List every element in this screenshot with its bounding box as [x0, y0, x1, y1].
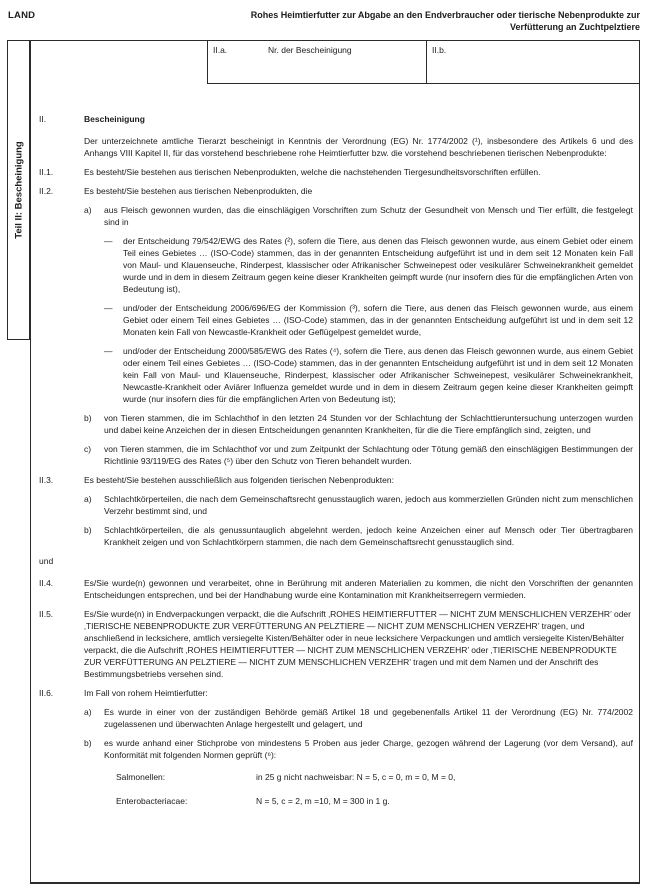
- dash-item-text: und/oder der Entscheidung 2006/696/EG der Kommission (³), sofern die Tiere, aus denen das Fleisch gewonnen wurde, aus einem Gebiet oder einem Teil eines Gebietes … (ISO-Code) stammen, das in der genannten Entscheidung aufgeführt ist und in dem seit 12 Monaten kein Fall von Newcastle-Krankheit oder Geflügelpest gemeldet wurde,: [123, 303, 633, 337]
- iia-label: II.a.: [213, 45, 228, 55]
- subclause-text: Es wurde in einer von der zuständigen Behörde gemäß Artikel 18 und gegebenenfalls Artikel 11 der Verordnung (EG) Nr. 774/2002 zugelassenen und überwachten Anlage hergestellt und gelagert, und: [104, 707, 633, 729]
- indent-spacer: [39, 795, 84, 807]
- clause-ii6: [39, 687, 633, 699]
- clause-ii5: [39, 608, 633, 680]
- clause-ii3-b: [39, 524, 633, 548]
- dash-bullet: —: [104, 346, 113, 356]
- dash-bullet: —: [104, 303, 113, 313]
- clause-ii2: [39, 185, 633, 197]
- clause-ii6-b: [39, 737, 633, 761]
- indent-spacer: [39, 443, 84, 467]
- subclause-letter: b): [84, 738, 92, 748]
- indent-spacer: [39, 135, 84, 159]
- test-name: Salmonellen:: [116, 772, 166, 782]
- test-name: Enterobacteriacae:: [116, 796, 188, 806]
- subclause-text: Schlachtkörperteilen, die als genussuntauglich abgelehnt werden, jedoch keine Anzeichen einer auf Mensch oder Tier übertragbaren Krankheit zeigen und von Schlachtkörpern stammen, die nach dem Gemeinschaftsrecht genusstauglich sind.: [104, 525, 633, 547]
- clause-ii2-c: [39, 443, 633, 467]
- dash-item-text: und/oder der Entscheidung 2000/585/EWG des Rates (⁴), sofern die Tiere, aus denen das Fleisch gewonnen wurde, aus einem Gebiet oder einem Teil eines Gebietes … (ISO-Code) stammen, das in der genannten Entscheidung aufgeführt ist und in dem seit 12 Monaten kein Fall von Maul- und Klauenseuche, Rinderpest, klassischer oder Afrikanischer Schweinepest, vesikulärer Schweinekrankheit, Newcastle-Krankheit oder Aviärer Influenza gemeldet wurde und in dem in diesem Zeitraum gegen keine dieser Krankheiten geimpft wurde (nur insofern dies für die empfänglichen Arten von Bedeutung ist);: [123, 346, 633, 404]
- document-title-line1: Rohes Heimtierfutter zur Abgabe an den Endverbraucher oder tierische Nebenprodukte zur: [250, 10, 640, 20]
- subclause-text: aus Fleisch gewonnen wurden, das die einschlägigen Vorschriften zum Schutz der Gesundheit von Mensch und Tier erfüllt, die festgelegt sind in: [104, 205, 633, 227]
- indent-spacer: [39, 706, 84, 730]
- clause-ii3: [39, 474, 633, 486]
- test-value: N = 5, c = 2, m =10, M = 300 in 1 g.: [256, 796, 390, 806]
- subclause-letter: a): [84, 494, 92, 504]
- indent-spacer: [84, 235, 104, 295]
- section-ii-heading: [39, 113, 633, 125]
- clause-ii1: [39, 166, 633, 178]
- indent-spacer: [39, 412, 84, 436]
- clause-text: Es besteht/Sie bestehen aus tierischen Nebenprodukten, die: [84, 186, 313, 196]
- clause-ii2-a-dash3: [39, 345, 633, 405]
- clause-number: II.3.: [39, 475, 54, 485]
- indent-spacer: [39, 302, 84, 338]
- subclause-text: von Tieren stammen, die im Schlachthof vor und zum Zeitpunkt der Schlachtung oder Tötung gemäß den einschlägigen Bestimmungen der Richtlinie 93/119/EG des Rates (⁵) über den Schutz von Tieren behandelt wurden.: [104, 444, 633, 466]
- clause-ii2-a-dash1: [39, 235, 633, 295]
- land-label: LAND: [8, 10, 36, 21]
- document-title-line2: Verfütterung an Zuchtpelztiere: [509, 21, 640, 32]
- indent-spacer: [39, 235, 84, 295]
- subclause-letter: a): [84, 707, 92, 717]
- clause-text: Es besteht/Sie bestehen aus tierischen Nebenprodukten, welche die nachstehenden Tiergesundheitsvorschriften erfüllen.: [84, 167, 541, 177]
- clause-ii2-b: [39, 412, 633, 436]
- test-value: in 25 g nicht nachweisbar: N = 5, c = 0, m = 0, M = 0,: [256, 772, 456, 782]
- clause-ii3-a: [39, 493, 633, 517]
- subclause-text: es wurde anhand einer Stichprobe von mindestens 5 Proben aus jeder Charge, gezogen während der Lagerung (vor dem Versand), auf Konformität mit folgenden Normen geprüft (⁶):: [104, 738, 633, 760]
- indent-spacer: [39, 771, 84, 783]
- und-label: und: [39, 556, 54, 566]
- clause-number: II.2.: [39, 186, 54, 196]
- intro-paragraph: [39, 135, 633, 159]
- clause-number: II.4.: [39, 578, 54, 588]
- subclause-text: Schlachtkörperteilen, die nach dem Gemeinschaftsrecht genusstauglich waren, jedoch aus kommerziellen Gründen nicht zum menschlichen Verzehr bestimmt sind, und: [104, 494, 633, 516]
- subclause-letter: b): [84, 525, 92, 535]
- subclause-letter: c): [84, 444, 92, 454]
- clause-text: Es/Sie wurde(n) in Endverpackungen verpackt, die die Aufschrift ‚ROHES HEIMTIERFUTTER — NICHT ZUM MENSCHLICHEN VERZEHR’ oder ‚TIERISCHE NEBENPRODUKTE ZUR VERFÜTTERUNG AN PELZTIERE — NICHT ZUM MENSCHLICHEN VERZEHR’ tragen, und anschließend in lecksichere, amtlich versiegelte Kisten/Behälter oder in neue lecksichere Verpackungen und amtlich versiegelte Kisten/Behälter verpackt, die die Aufschrift ‚ROHES HEIMTIERFUTTER — NICHT ZUM MENSCHLICHEN VERZEHR’ oder ‚TIERISCHE NEBENPRODUKTE ZUR VERFÜTTERUNG AN PELZTIERE — NICHT ZUM MENSCHLICHEN VERZEHR’ tragen und mit dem Namen und der Anschrift des Bestimmungsbetriebs versehen sind.: [84, 609, 631, 679]
- indent-spacer: [84, 345, 104, 405]
- clause-number: II.1.: [39, 167, 54, 177]
- dash-item-text: der Entscheidung 79/542/EWG des Rates (²), sofern die Tiere, aus denen das Fleisch gewonnen wurde, aus einem Gebiet oder einem Teil eines Gebietes … (ISO-Code) stammen, das in der genannten Entscheidung aufgeführt ist und in dem seit 12 Monaten kein Fall von Maul- und Klauenseuche, Rinderpest, klassischer oder Afrikanischer Schweinepest oder vesikulärer Schweinekrankheit gemeldet wurde und in dem in diesem Zeitraum gegen keine dieser Krankheiten geimpft wurde (nur insofern dies für die empfänglichen Arten von Bedeutung ist),: [123, 236, 633, 294]
- subclause-text: von Tieren stammen, die im Schlachthof in den letzten 24 Stunden vor der Schlachtung der Schlachttieruntersuchung unterzogen wurden und dabei keine Anzeichen der in diesen Entscheidungen genannten Krankheiten, für die die Tiere empfänglich sind, zeigten, und: [104, 413, 633, 435]
- clause-ii6-a: [39, 706, 633, 730]
- clause-number: II.6.: [39, 688, 54, 698]
- document-title: [170, 10, 640, 33]
- certificate-body-box: [30, 40, 640, 884]
- part-ii-sidebar: [7, 40, 30, 340]
- clause-text: Im Fall von rohem Heimtierfutter:: [84, 688, 208, 698]
- certificate-content: [31, 41, 639, 882]
- indent-spacer: [84, 771, 104, 783]
- indent-spacer: [39, 493, 84, 517]
- intro-text: Der unterzeichnete amtliche Tierarzt bescheinigt in Kenntnis der Verordnung (EG) Nr. 1774/2002 (¹), insbesondere des Artikels 6 und des Anhangs VIII Kapitel II, für das vorstehend beschriebene rohe Heimtierfutter bzw. die vorstehend beschriebenen tierischen Nebenprodukte:: [84, 136, 633, 158]
- indent-spacer: [84, 795, 104, 807]
- test-row-salmonellen: [39, 771, 633, 783]
- section-heading: Bescheinigung: [84, 114, 145, 124]
- subclause-letter: b): [84, 413, 92, 423]
- indent-spacer: [84, 302, 104, 338]
- clause-ii2-a: [39, 204, 633, 228]
- indent-spacer: [39, 737, 84, 761]
- indent-spacer: [39, 524, 84, 548]
- indent-spacer: [39, 204, 84, 228]
- indent-spacer: [39, 345, 84, 405]
- test-row-enterobacteriacae: [39, 795, 633, 807]
- clause-number: II.: [39, 114, 47, 124]
- clause-text: Es besteht/Sie bestehen ausschließlich aus folgenden tierischen Nebenprodukten:: [84, 475, 394, 485]
- subclause-letter: a): [84, 205, 92, 215]
- dash-bullet: —: [104, 236, 113, 246]
- clause-ii2-a-dash2: [39, 302, 633, 338]
- clause-ii4: [39, 577, 633, 601]
- und-connector: [39, 555, 633, 567]
- clause-text: Es/Sie wurde(n) gewonnen und verarbeitet, ohne in Berührung mit anderen Materialien zu kommen, die nicht den Vorschriften der genannten Entscheidungen entsprechen, und bei der Handhabung wurde eine Kontamination mit Krankheitserregern vermieden.: [84, 578, 633, 600]
- clause-number: II.5.: [39, 609, 54, 619]
- iib-label: II.b.: [432, 45, 447, 55]
- iia-title: Nr. der Bescheinigung: [268, 45, 352, 55]
- part-ii-label: Teil II: Bescheinigung: [13, 141, 24, 239]
